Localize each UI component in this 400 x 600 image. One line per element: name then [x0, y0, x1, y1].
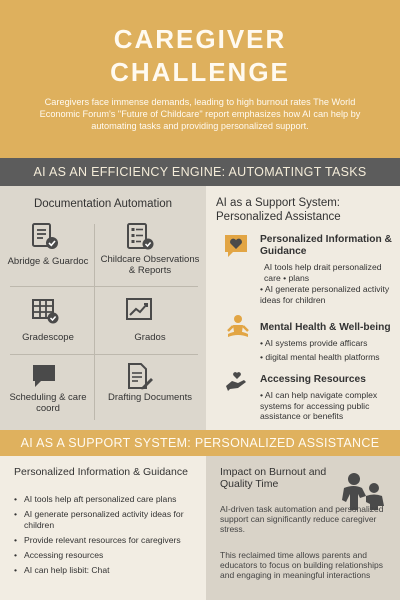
document-check-icon [30, 222, 60, 252]
personalized-guidance-list [14, 494, 200, 581]
support-banner: AI AS A SUPPORT SYSTEM: PERSONALIZED ASSISTANCE [0, 430, 400, 456]
trend-chart-icon [125, 296, 155, 326]
list-item: • Provide relevant resources for caregivers [14, 535, 200, 545]
doc-item-label: Grados [134, 332, 166, 343]
hand-care-icon [224, 370, 248, 394]
list-item: • Accessing resources [14, 550, 200, 560]
documentation-heading: Documentation Automation [33, 198, 173, 210]
support-heading: AI as a Support System: Personalized Assistance [216, 197, 341, 223]
heart-bubble-icon [224, 234, 248, 258]
checklist-icon [125, 222, 155, 252]
doc-item-label: Gradescope [22, 332, 74, 343]
impact-paragraph: This reclaimed time allows parents and educators to focus on building relationships and engaging in meaningful interactions [220, 550, 384, 581]
hero-title-line2: CHALLENGE [110, 57, 290, 87]
support-item-line: • AI generate personalized activity ideas for children [260, 284, 390, 305]
support-panel [206, 186, 400, 430]
efficiency-banner: AI AS AN EFFICIENCY ENGINE: AUTOMATINGT TASKS [0, 158, 400, 186]
list-item: • AI can help lisbit: Chat [14, 565, 200, 575]
list-item: • AI generate personalized activity ideas for children [14, 509, 200, 530]
chat-bubble-icon [30, 362, 60, 392]
personalized-guidance-title: Personalized Information & Guidance [14, 466, 188, 478]
support-item-line: AI tools help drait personalized care • plans [264, 262, 382, 283]
personalized-guidance-panel [0, 456, 206, 600]
grid-divider [10, 286, 198, 287]
support-item-title: Mental Health & Well-being [260, 322, 391, 333]
hero-section [0, 0, 400, 158]
person-meditate-icon [226, 314, 250, 338]
support-item-line: • AI can help navigate complex systems for accessing public assistance or benefits [260, 390, 378, 421]
impact-paragraph: AI-driven task automation and personalized support can significantly reduce caregiver stress. [220, 504, 384, 535]
document-edit-icon [125, 362, 155, 392]
list-item: • AI tools help aft personalized care plans [14, 494, 200, 504]
grid-check-icon [30, 296, 60, 326]
doc-item-label: Scheduling & care coord [9, 392, 87, 414]
documentation-panel [0, 186, 206, 430]
doc-item-label: Childcare Observations & Reports [100, 254, 200, 276]
impact-panel [206, 456, 400, 600]
impact-title: Impact on Burnout and Quality Time [220, 466, 327, 490]
support-item-title: Personalized Information & Guidance [260, 234, 392, 257]
hero-title-line1: CAREGIVER [113, 24, 287, 54]
support-item-line: • AI systems provide afficars [260, 338, 368, 348]
doc-item-label: Abridge & Guardoc [7, 256, 89, 267]
doc-item-label: Drafting Documents [108, 392, 192, 403]
support-item-line: • digital mental health platforms [260, 352, 380, 362]
grid-divider [94, 224, 95, 420]
hero-description: Caregivers face immense demands, leading to high burnout rates The World Economic Forum's "Future of Childcare" report emphasizes how AI can help by automating tasks and providing personalized support. [39, 97, 361, 131]
support-item-title: Accessing Resources [260, 374, 366, 385]
grid-divider [10, 354, 198, 355]
